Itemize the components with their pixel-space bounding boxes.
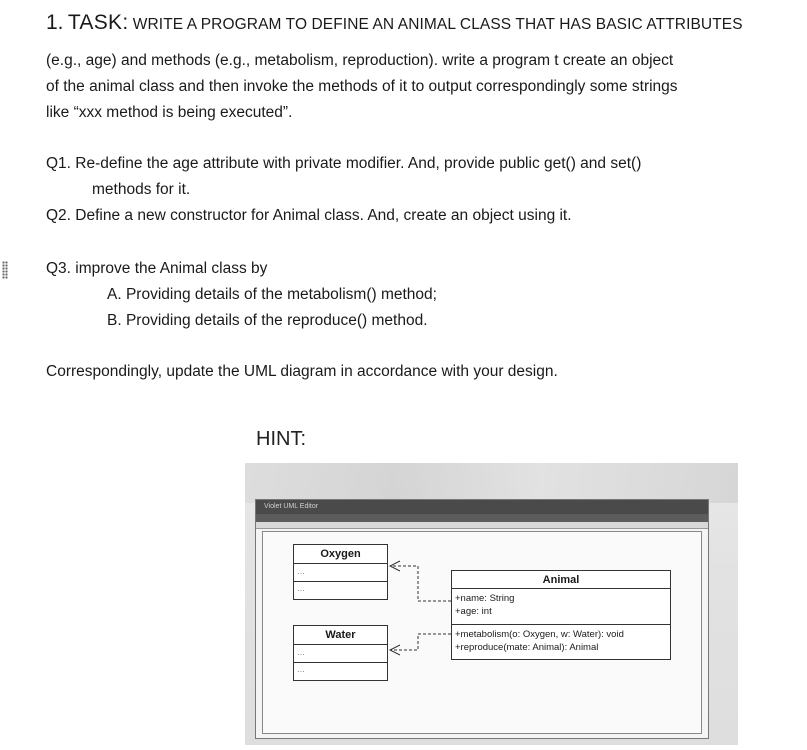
editor-menu <box>256 514 708 522</box>
task-line-1: (e.g., age) and methods (e.g., metabolism, reproduction). write a program t create an object <box>46 52 674 69</box>
animal-method-reproduce: +reproduce(mate: Animal): Animal <box>455 642 599 653</box>
animal-method-metabolism: +metabolism(o: Oxygen, w: Water): void <box>455 629 624 640</box>
animal-attr-age: +age: int <box>455 606 492 617</box>
task-heading-text: WRITE A PROGRAM TO DEFINE AN ANIMAL CLASS THAT HAS BASIC ATTRIBUTES <box>132 16 743 33</box>
q1-line-1: Q1. Re-define the age attribute with private modifier. And, provide public get() and set() <box>46 155 642 172</box>
uml-editor-window <box>255 499 709 739</box>
task-label: TASK: <box>67 11 129 34</box>
q3-item-b: B. Providing details of the reproduce() method. <box>107 312 428 329</box>
dependency-animal-water <box>390 634 451 650</box>
class-oxygen-name: Oxygen <box>294 545 387 564</box>
animal-attr-name: +name: String <box>455 593 515 604</box>
closing-text: Correspondingly, update the UML diagram in accordance with your design. <box>46 363 558 380</box>
diagram-canvas <box>262 531 702 734</box>
photo-glare <box>245 463 738 503</box>
hint-label: HINT: <box>256 428 306 450</box>
class-water-methods: ... <box>297 664 305 675</box>
editor-tab <box>256 522 708 529</box>
dependency-arrows <box>263 532 701 733</box>
task-line-2: of the animal class and then invoke the methods of it to output correspondingly some strings <box>46 78 678 95</box>
task-number: 1. <box>46 11 64 34</box>
q3-item-a: A. Providing details of the metabolism() method; <box>107 286 437 303</box>
uml-photo <box>245 463 738 745</box>
dependency-animal-oxygen <box>390 566 451 601</box>
task-heading <box>46 12 743 33</box>
margin-marker <box>2 261 8 279</box>
class-animal-name: Animal <box>452 571 670 589</box>
class-oxygen-methods: ... <box>297 583 305 594</box>
task-line-3: like “xxx method is being executed”. <box>46 104 293 121</box>
q1-line-2: methods for it. <box>92 181 191 198</box>
q3-text: Q3. improve the Animal class by <box>46 260 268 277</box>
class-oxygen-attrs: ... <box>294 564 387 582</box>
q2-text: Q2. Define a new constructor for Animal class. And, create an object using it. <box>46 207 572 224</box>
editor-title: Violet UML Editor <box>256 500 708 514</box>
class-water-name: Water <box>294 626 387 645</box>
class-water-attrs: ... <box>294 645 387 663</box>
